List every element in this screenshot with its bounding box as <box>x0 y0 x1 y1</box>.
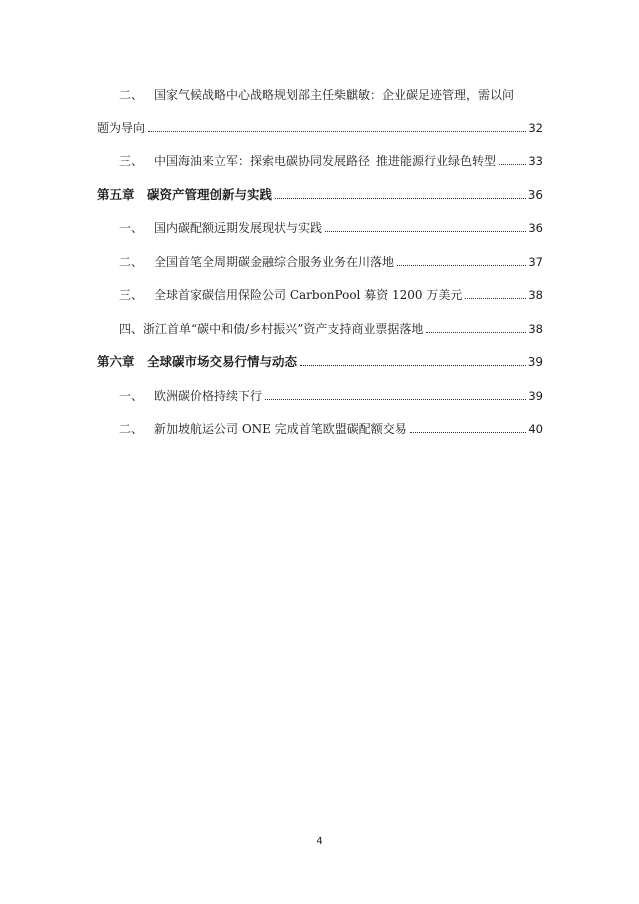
toc-leader-dots <box>300 365 526 366</box>
toc-chapter-6[interactable] <box>97 354 543 370</box>
toc-entry-number: 一、 <box>119 389 144 403</box>
toc-entry-8[interactable] <box>97 421 543 437</box>
toc-leader-dots <box>410 432 527 433</box>
toc-entry-number: 四、 <box>119 322 144 336</box>
toc-page-number: 38 <box>528 322 543 336</box>
toc-entry-title: 国内碳配额远期发展现状与实践 <box>154 221 323 235</box>
toc-entry-title: 中国海油来立军：探索电碳协同发展路径 推进能源行业绿色转型 <box>154 154 497 168</box>
toc-entry-7[interactable] <box>97 388 543 404</box>
toc-entry-4[interactable] <box>97 254 543 270</box>
toc-leader-dots <box>275 198 526 199</box>
toc-page-number: 32 <box>528 121 543 135</box>
toc-leader-dots <box>426 332 526 333</box>
toc-page-number: 36 <box>528 221 543 235</box>
toc-entry-title: 浙江首单“碳中和债/乡村振兴”资产支持商业票据落地 <box>143 322 424 336</box>
toc-page-number: 36 <box>527 188 543 202</box>
toc-entry-1-line-1[interactable] <box>119 87 543 103</box>
toc-entry-number: 三、 <box>119 288 144 302</box>
toc-entry-number: 三、 <box>119 154 144 168</box>
toc-entry-title: 欧洲碳价格持续下行 <box>154 389 263 403</box>
toc-chapter-number: 第五章 <box>97 187 135 202</box>
toc-page-number: 39 <box>528 389 543 403</box>
toc-entry-title: 新加坡航运公司 ONE 完成首笔欧盟碳配额交易 <box>154 422 407 436</box>
toc-entry-title: 国家气候战略中心战略规划部主任柴麒敏：企业碳足迹管理，需以问 <box>154 88 515 102</box>
toc-chapter-5[interactable] <box>97 187 543 203</box>
toc-entry-number: 二、 <box>119 255 144 269</box>
toc-leader-dots <box>465 298 526 299</box>
toc-leader-dots <box>325 231 526 232</box>
toc-page-number: 38 <box>528 288 543 302</box>
toc-chapter-number: 第六章 <box>97 354 135 369</box>
toc-entry-2[interactable] <box>97 153 543 169</box>
toc-page-number: 33 <box>528 154 543 168</box>
toc-entry-number: 二、 <box>119 88 144 102</box>
toc-entry-6[interactable] <box>97 321 543 337</box>
toc-page-number: 40 <box>528 422 543 436</box>
footer-page-number: 4 <box>316 836 323 847</box>
toc-entry-3[interactable] <box>97 220 543 236</box>
toc-leader-dots <box>148 131 526 132</box>
toc-entry-5[interactable] <box>97 287 543 303</box>
toc-entry-title-continued: 题为导向 <box>97 121 146 135</box>
toc-leader-dots <box>397 265 526 266</box>
toc-chapter-title: 全球碳市场交易行情与动态 <box>147 354 298 369</box>
toc-entry-number: 一、 <box>119 221 144 235</box>
toc-page-number: 39 <box>527 355 543 369</box>
toc-page-number: 37 <box>528 255 543 269</box>
toc-entry-title: 全球首家碳信用保险公司 CarbonPool 募资 1200 万美元 <box>154 288 463 302</box>
toc-entry-1-line-2[interactable] <box>97 120 543 136</box>
toc-leader-dots <box>265 399 526 400</box>
toc-chapter-title: 碳资产管理创新与实践 <box>147 187 273 202</box>
toc-entry-title: 全国首笔全周期碳金融综合服务业务在川落地 <box>154 255 395 269</box>
toc-leader-dots <box>499 164 526 165</box>
toc-entry-number: 二、 <box>119 422 144 436</box>
